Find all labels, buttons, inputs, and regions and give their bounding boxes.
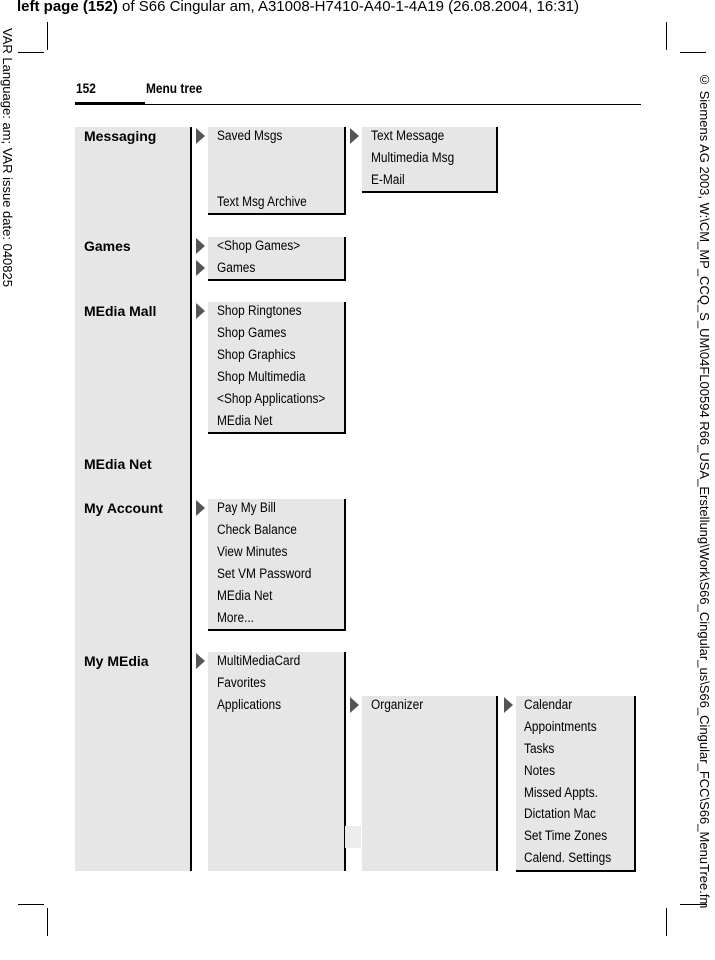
submenu-item-view-minutes[interactable]: View Minutes xyxy=(217,544,288,559)
submenu-item-missed-appts[interactable]: Missed Appts. xyxy=(524,785,598,800)
submenu-item-notes[interactable]: Notes xyxy=(524,763,556,778)
crop-mark xyxy=(47,908,48,936)
submenu-item-text-msg-archive[interactable]: Text Msg Archive xyxy=(217,194,307,209)
submenu-item-shop-graphics[interactable]: Shop Graphics xyxy=(217,347,296,362)
page-number: 152 xyxy=(76,80,96,96)
submenu-item-more[interactable]: More... xyxy=(217,610,254,625)
file-info-line xyxy=(17,0,579,15)
submenu-arrow-icon xyxy=(504,697,513,713)
saved-msgs-submenu xyxy=(362,127,498,193)
copyright-text: © Siemens AG 2003, W:\CM_MP_CCQ_S_UM\04FL00594 R66_USA_Erstellung\Work\S66_Cingular_us\S66_Cingular_FCC\S66_MenuTree.fm xyxy=(697,72,712,909)
submenu-item-shop-ringtones[interactable]: Shop Ringtones xyxy=(217,303,302,318)
submenu-item-shop-games[interactable]: Shop Games xyxy=(217,325,287,340)
scroll-marker xyxy=(345,826,361,848)
header-rule-thick xyxy=(75,102,145,105)
menu-media-net[interactable]: MEdia Net xyxy=(84,456,152,472)
submenu-arrow-icon xyxy=(196,653,205,669)
submenu-arrow-icon xyxy=(196,260,205,276)
submenu-item-applications[interactable]: Applications xyxy=(217,697,282,712)
submenu-item-saved-msgs[interactable]: Saved Msgs xyxy=(217,128,283,143)
submenu-item-e-mail[interactable]: E-Mail xyxy=(371,172,405,187)
menu-my-media[interactable]: My MEdia xyxy=(84,653,149,669)
file-page-label: left page (152) xyxy=(17,0,118,15)
media-mall-submenu xyxy=(208,302,346,434)
submenu-item-shop-games[interactable]: <Shop Games> xyxy=(217,238,301,253)
submenu-arrow-icon xyxy=(350,697,359,713)
submenu-item-calendar[interactable]: Calendar xyxy=(524,697,573,712)
submenu-item-multimedia-msg[interactable]: Multimedia Msg xyxy=(371,150,455,165)
header-rule xyxy=(145,104,641,105)
submenu-item-shop-applications[interactable]: <Shop Applications> xyxy=(217,391,326,406)
submenu-item-media-net[interactable]: MEdia Net xyxy=(217,588,273,603)
file-info-text: of S66 Cingular am, A31008-H7410-A40-1-4A19 (26.08.2004, 16:31) xyxy=(117,0,580,15)
submenu-item-set-vm-password[interactable]: Set VM Password xyxy=(217,566,312,581)
submenu-item-games[interactable]: Games xyxy=(217,260,256,275)
section-title: Menu tree xyxy=(146,80,203,96)
menu-messaging[interactable]: Messaging xyxy=(84,128,157,144)
submenu-item-dictation-mac[interactable]: Dictation Mac xyxy=(524,806,596,821)
menu-my-account[interactable]: My Account xyxy=(84,500,163,516)
applications-submenu xyxy=(362,696,498,871)
submenu-arrow-icon xyxy=(196,128,205,144)
submenu-item-favorites[interactable]: Favorites xyxy=(217,675,266,690)
crop-mark xyxy=(18,52,44,53)
submenu-item-calend-settings[interactable]: Calend. Settings xyxy=(524,850,612,865)
crop-mark xyxy=(18,904,44,905)
menu-media-mall[interactable]: MEdia Mall xyxy=(84,303,157,319)
submenu-item-check-balance[interactable]: Check Balance xyxy=(217,522,297,537)
submenu-item-text-message[interactable]: Text Message xyxy=(371,128,445,143)
submenu-item-set-time-zones[interactable]: Set Time Zones xyxy=(524,828,608,843)
submenu-arrow-icon xyxy=(196,303,205,319)
var-language-text: VAR Language: am; VAR issue date: 040825 xyxy=(0,28,15,287)
menu-games[interactable]: Games xyxy=(84,238,131,254)
submenu-item-multimediacard[interactable]: MultiMediaCard xyxy=(217,653,301,668)
organizer-submenu xyxy=(516,696,636,872)
my-media-submenu xyxy=(208,652,346,871)
crop-mark xyxy=(47,22,48,50)
my-account-submenu xyxy=(208,499,346,631)
submenu-item-appointments[interactable]: Appointments xyxy=(524,719,597,734)
submenu-arrow-icon xyxy=(350,128,359,144)
messaging-submenu xyxy=(208,127,346,215)
submenu-item-shop-multimedia[interactable]: Shop Multimedia xyxy=(217,369,306,384)
submenu-item-pay-my-bill[interactable]: Pay My Bill xyxy=(217,500,276,515)
games-submenu xyxy=(208,237,346,281)
submenu-item-media-net[interactable]: MEdia Net xyxy=(217,413,273,428)
crop-mark xyxy=(666,22,667,50)
submenu-arrow-icon xyxy=(196,500,205,516)
submenu-item-tasks[interactable]: Tasks xyxy=(524,741,555,756)
crop-mark xyxy=(680,52,706,53)
crop-mark xyxy=(666,908,667,936)
submenu-item-organizer[interactable]: Organizer xyxy=(371,697,424,712)
submenu-arrow-icon xyxy=(196,238,205,254)
